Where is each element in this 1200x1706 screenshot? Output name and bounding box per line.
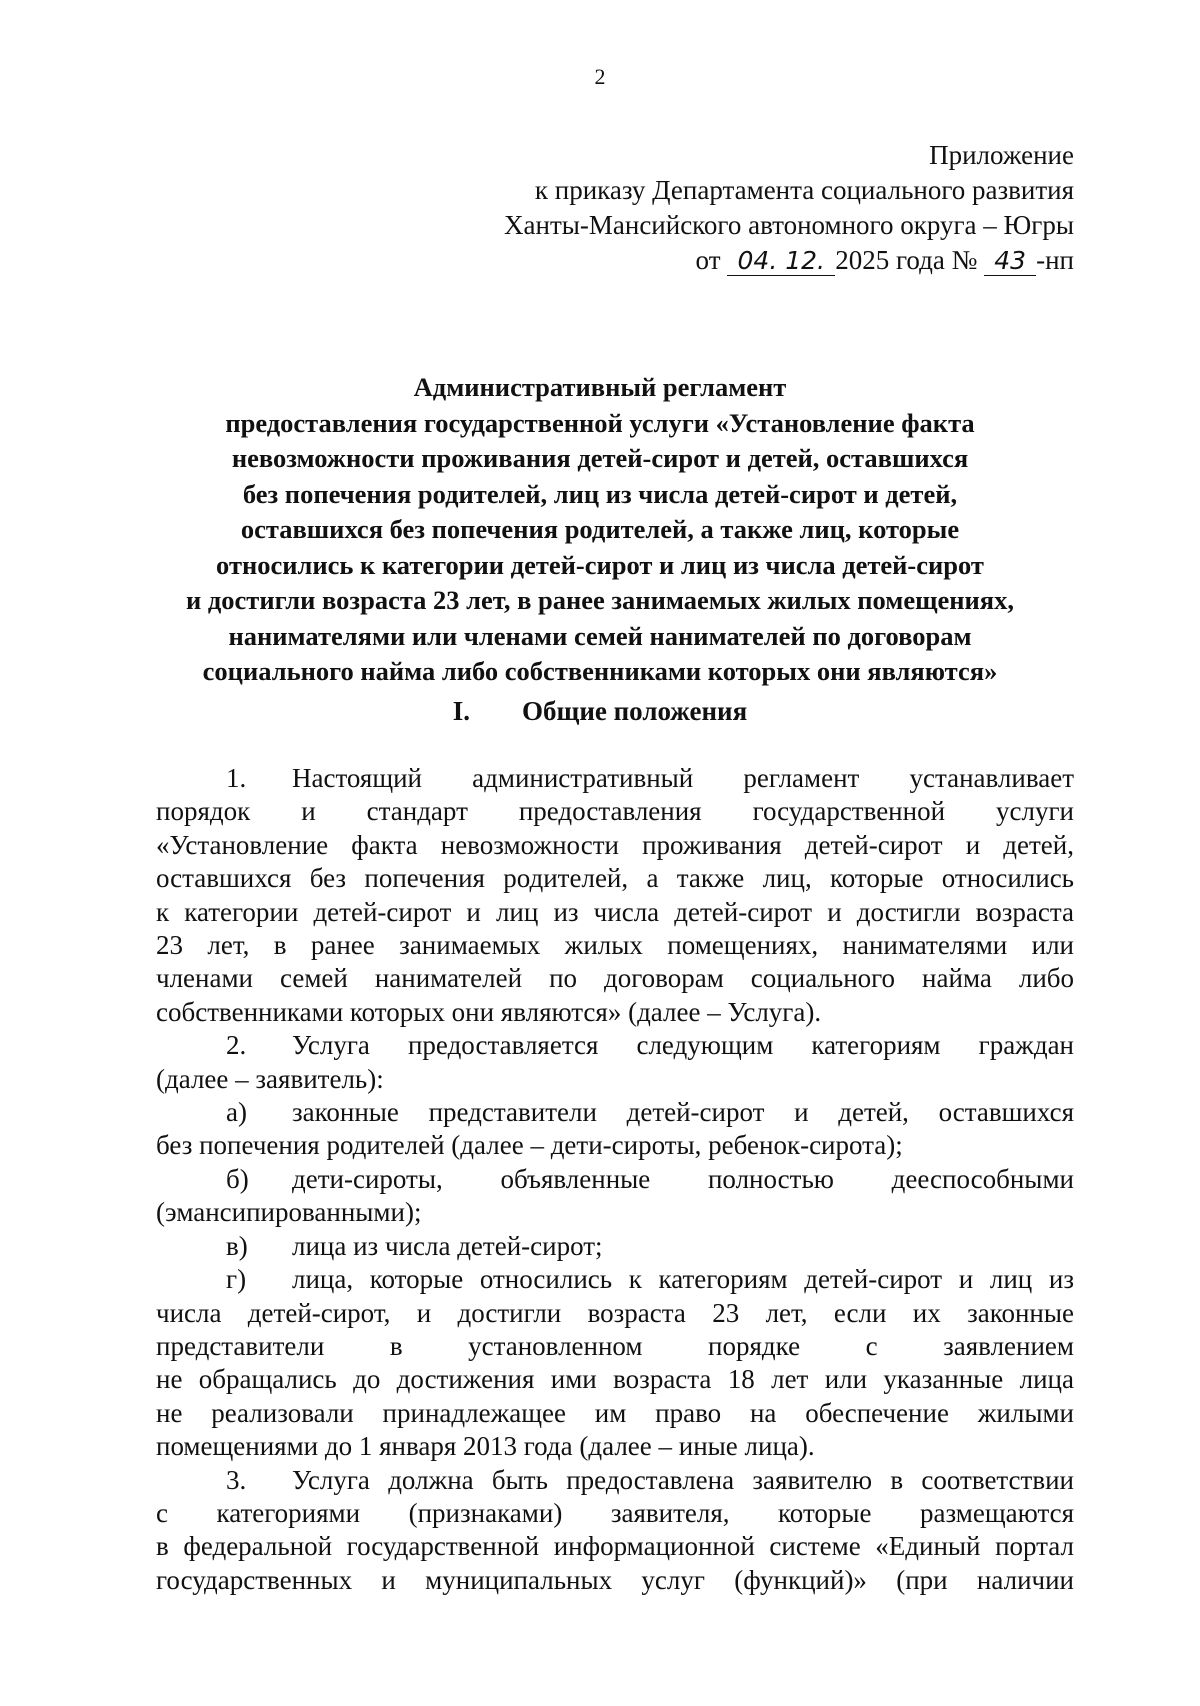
paragraph-marker: 3. bbox=[226, 1464, 247, 1495]
paragraph-line: с категориями (признаками) заявителя, которые размещаются bbox=[156, 1497, 1074, 1528]
appendix-block bbox=[504, 138, 1074, 278]
paragraph-line: 2. Услуга предоставляется следующим категориям граждан bbox=[156, 1029, 1074, 1062]
title-line: предоставления государственной услуги «Установление факта bbox=[225, 407, 975, 438]
title-line: социального найма либо собственниками которых они являются» bbox=[202, 656, 998, 686]
paragraph-line: в федеральной государственной информационной системе «Единый портал bbox=[156, 1531, 1074, 1562]
paragraph-line: государственных и муниципальных услуг (функций)» (при наличии bbox=[156, 1564, 1074, 1595]
list-marker: а) bbox=[226, 1097, 247, 1128]
title-line: нанимателями или членами семей нанимателей по договорам bbox=[228, 620, 972, 651]
paragraph-line: оставшихся без попечения родителей, а также лиц, которые относились bbox=[156, 863, 1074, 894]
paragraph-line: числа детей-сирот, и достигли возраста 23 лет, если их законные bbox=[156, 1297, 1074, 1328]
appendix-date-line bbox=[504, 243, 1074, 278]
page-number: 2 bbox=[594, 64, 606, 89]
title-line: оставшихся без попечения родителей, а также лиц, которые bbox=[240, 514, 960, 544]
appendix-title: Приложение bbox=[929, 140, 1074, 170]
section-number: I. bbox=[452, 696, 471, 726]
list-marker: в) bbox=[226, 1230, 248, 1261]
paragraph-line: в) лица из числа детей-сирот; bbox=[156, 1230, 1074, 1263]
date-prefix: от bbox=[695, 245, 721, 275]
title-line: и достигли возраста 23 лет, в ранее занимаемых жилых помещениях, bbox=[186, 585, 1014, 615]
paragraph-line: (далее – заявитель): bbox=[156, 1063, 384, 1094]
paragraph-line: а) законные представители детей-сирот и детей, оставшихся bbox=[156, 1096, 1074, 1129]
paragraph-line: не реализовали принадлежащее им право на обеспечение жилыми bbox=[156, 1397, 1074, 1428]
order-number-suffix: -нп bbox=[1036, 245, 1074, 275]
title-line: невозможности проживания детей-сирот и детей, оставшихся bbox=[231, 443, 969, 473]
paragraph-line: «Установление факта невозможности проживания детей-сирот и детей, bbox=[156, 829, 1074, 860]
paragraph-line: не обращались до достижения ими возраста 18 лет или указанные лица bbox=[156, 1364, 1074, 1395]
handwritten-date: 04. 12. bbox=[727, 247, 835, 276]
title-line: без попечения родителей, лиц из числа детей-сирот и детей, bbox=[242, 478, 958, 509]
section-heading bbox=[0, 696, 1200, 727]
appendix-order-line: к приказу Департамента социального развития bbox=[534, 175, 1074, 205]
title-line: Административный регламент bbox=[413, 372, 787, 402]
paragraph-line: порядок и стандарт предоставления государственной услуги bbox=[156, 796, 1074, 827]
paragraph-line: (эмансипированными); bbox=[156, 1197, 422, 1228]
paragraph-line: представители в установленном порядке с заявлением bbox=[156, 1330, 1074, 1361]
paragraph-line: к категории детей-сирот и лиц из числа детей-сирот и достигли возраста bbox=[156, 896, 1074, 927]
paragraph-line: помещениями до 1 января 2013 года (далее – иные лица). bbox=[156, 1431, 815, 1462]
date-year: 2025 года № bbox=[835, 245, 978, 275]
paragraph-marker: 2. bbox=[226, 1030, 247, 1061]
paragraph-marker: 1. bbox=[226, 763, 247, 793]
paragraph-line: без попечения родителей (далее – дети-сироты, ребенок-сирота); bbox=[156, 1130, 903, 1161]
paragraph-line: б) дети-сироты, объявленные полностью дееспособными bbox=[156, 1163, 1074, 1196]
list-marker: г) bbox=[226, 1264, 247, 1295]
list-marker: б) bbox=[226, 1163, 249, 1194]
paragraph-line: собственниками которых они являются» (далее – Услуга). bbox=[156, 996, 822, 1027]
paragraph-line: 3. Услуга должна быть предоставлена заявителю в соответствии bbox=[156, 1464, 1074, 1497]
appendix-region-line: Ханты-Мансийского автономного округа – Югры bbox=[504, 210, 1074, 240]
section-title: Общие положения bbox=[522, 696, 748, 726]
document-title bbox=[140, 370, 1060, 690]
paragraph-line: г) лица, которые относились к категориям детей-сирот и лиц из bbox=[156, 1263, 1074, 1296]
paragraph-line: 23 лет, в ранее занимаемых жилых помещениях, нанимателями или bbox=[156, 930, 1074, 961]
title-line: относились к категории детей-сирот и лиц из числа детей-сирот bbox=[216, 549, 984, 580]
paragraph-line: членами семей нанимателей по договорам социального найма либо bbox=[156, 963, 1074, 994]
paragraph-line: 1. Настоящий административный регламент устанавливает bbox=[156, 762, 1074, 795]
body-text bbox=[156, 762, 1074, 1597]
handwritten-order-number: 43 bbox=[984, 247, 1036, 276]
